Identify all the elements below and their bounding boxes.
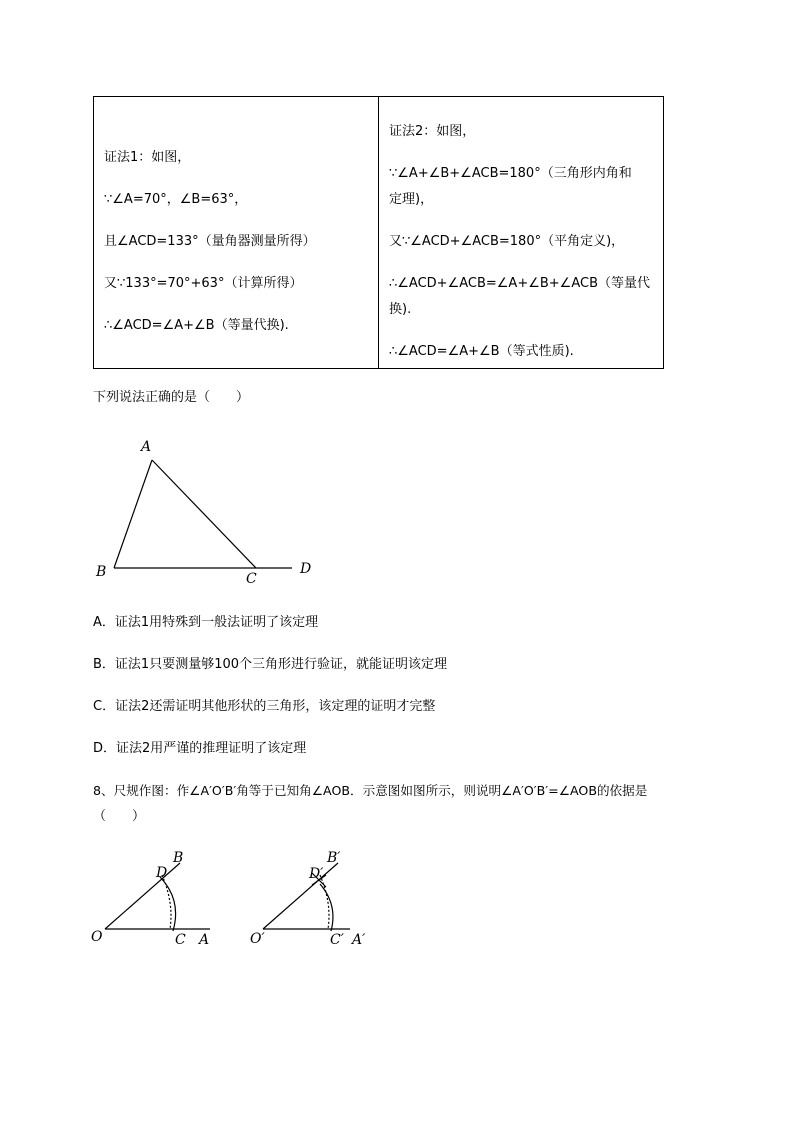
proof1-line: ∵∠A=70°，∠B=63°， xyxy=(104,192,248,207)
label-a: A xyxy=(199,932,210,948)
arc-c-prime xyxy=(320,884,333,931)
option-d: D．证法2用严谨的推理证明了该定理 xyxy=(93,741,307,756)
label-d: D xyxy=(300,561,312,577)
label-o: O xyxy=(91,929,103,945)
label-d: D xyxy=(156,865,168,881)
proof2-line: 换). xyxy=(389,302,412,317)
arc-cd xyxy=(160,877,176,931)
angle-figure-left xyxy=(88,845,223,950)
label-a-prime: A′ xyxy=(352,932,366,948)
proof2-line: 证法2：如图， xyxy=(389,124,476,139)
label-o-prime: O′ xyxy=(250,931,265,947)
label-a: A xyxy=(141,439,152,455)
side-ab xyxy=(114,460,152,568)
proof1-line: 且∠ACD=133°（量角器测量所得） xyxy=(104,234,316,249)
chord-cd xyxy=(162,875,171,929)
option-b: B．证法1只要测量够100个三角形进行验证，就能证明该定理 xyxy=(93,657,448,672)
proof2-line: 又∵∠ACD+∠ACB=180°（平角定义)， xyxy=(389,234,625,249)
question8-text: 8、尺规作图：作∠A′O′B′角等于已知角∠AOB．示意图如图所示，则说明∠A′O′B′=∠AOB的依据是 xyxy=(93,783,648,798)
label-c-prime: C′ xyxy=(330,932,344,948)
triangle-figure xyxy=(90,432,330,592)
angle-figure-right xyxy=(246,845,381,950)
question8-blank: （ ） xyxy=(93,809,146,824)
label-b: B xyxy=(96,564,107,580)
proof1-line: ∴∠ACD=∠A+∠B（等量代换). xyxy=(104,318,289,333)
proof2-line: ∵∠A+∠B+∠ACB=180°（三角形内角和 xyxy=(389,166,632,181)
label-c: C xyxy=(175,932,186,948)
label-d-prime: D′ xyxy=(309,866,324,882)
proof1-line: 又∵133°=70°+63°（计算所得） xyxy=(104,276,303,291)
label-c: C xyxy=(246,571,257,587)
proof-table xyxy=(93,96,664,369)
option-c: C．证法2还需证明其他形状的三角形，该定理的证明才完整 xyxy=(93,699,436,714)
proof2-line: 定理)， xyxy=(389,192,434,207)
proof2-line: ∴∠ACD+∠ACB=∠A+∠B+∠ACB（等量代 xyxy=(389,276,650,291)
proof1-line: 证法1：如图， xyxy=(104,150,191,165)
option-a: A．证法1用特殊到一般法证明了该定理 xyxy=(93,615,319,630)
side-ac xyxy=(152,460,256,568)
label-b: B xyxy=(173,850,184,866)
proof2-line: ∴∠ACD=∠A+∠B（等式性质). xyxy=(389,344,574,359)
question7-prompt: 下列说法正确的是（ ） xyxy=(93,390,250,405)
label-b-prime: B′ xyxy=(327,850,341,866)
table-divider xyxy=(378,97,379,368)
